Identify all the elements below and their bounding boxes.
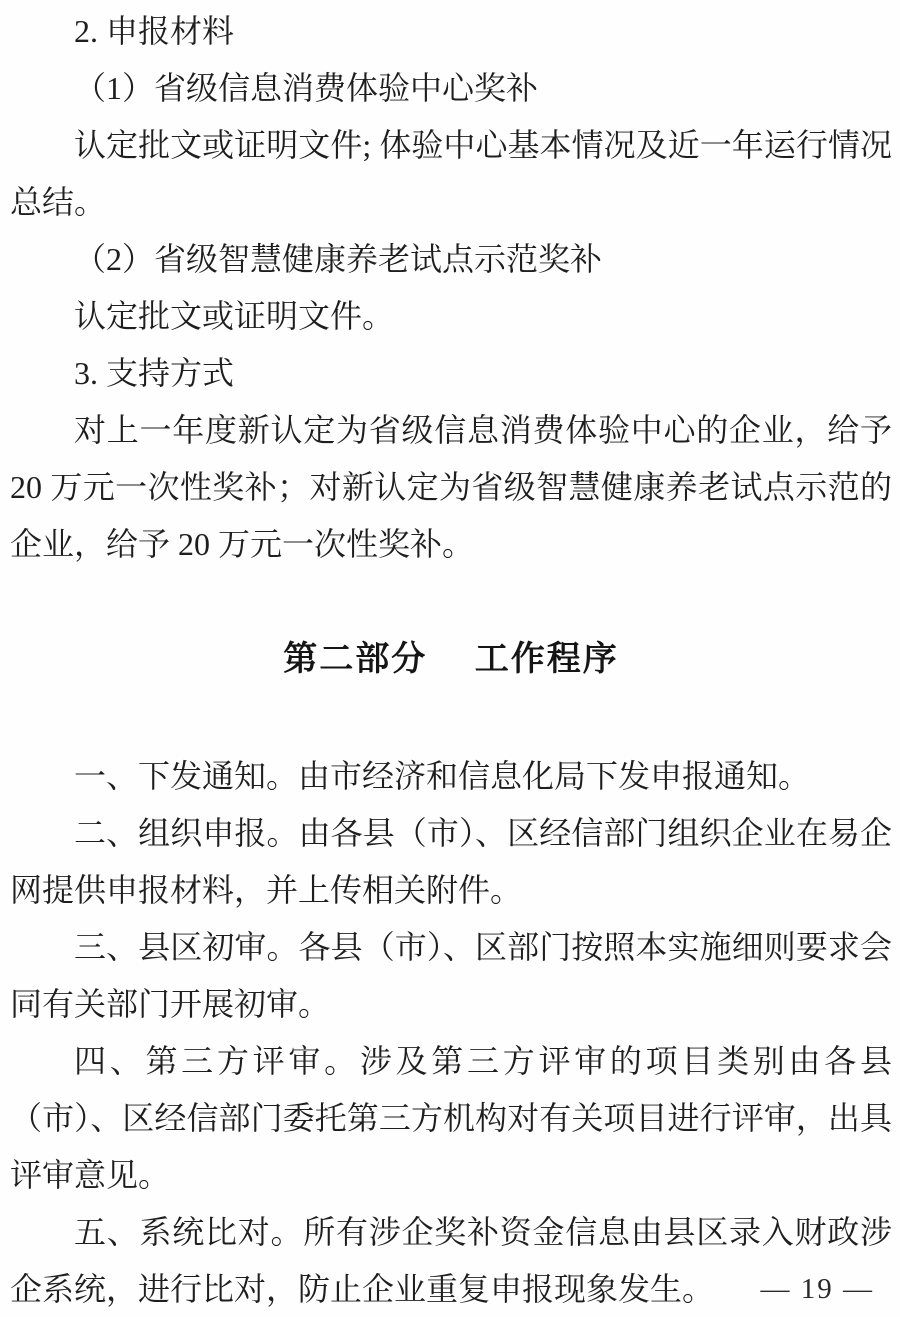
para-sub2-required-documents: 认定批文或证明文件。 — [74, 298, 395, 334]
para-item-3-support-method: 3. 支持方式 — [74, 355, 235, 391]
para-step-2-organize-application: 二、组织申报。由各县（市）、区经信部门组织企业在易企网提供申报材料，并上传相关附件。 — [10, 815, 892, 908]
para-support-method-details: 对上一年度新认定为省级信息消费体验中心的企业，给予 20 万元一次性奖补；对新认定为省级智慧健康养老试点示范的企业，给予 20 万元一次性奖补。 — [10, 412, 892, 562]
page-number: — 19 — — [760, 1273, 874, 1305]
para-step-4-third-party-review: 四、第三方评审。涉及第三方评审的项目类别由各县（市）、区经信部门委托第三方机构对有关项目进行评审，出具评审意见。 — [10, 1043, 892, 1193]
para-step-5-system-comparison: 五、系统比对。所有涉企奖补资金信息由县区录入财政涉企系统，进行比对，防止企业重复申报现象发生。 — [10, 1214, 892, 1307]
para-sub1-title-info-consumption-center: （1）省级信息消费体验中心奖补 — [74, 70, 539, 106]
para-sub1-required-documents: 认定批文或证明文件; 体验中心基本情况及近一年运行情况总结。 — [10, 127, 892, 220]
para-sub2-title-smart-elderly-care: （2）省级智慧健康养老试点示范奖补 — [74, 241, 603, 277]
section-heading-part-two-work-procedure: 第二部分 工作程序 — [283, 640, 619, 678]
para-step-3-county-preliminary-review: 三、县区初审。各县（市）、区部门按照本实施细则要求会同有关部门开展初审。 — [10, 929, 892, 1022]
para-item-2-application-materials: 2. 申报材料 — [74, 13, 235, 49]
para-step-1-issue-notice: 一、下发通知。由市经济和信息化局下发申报通知。 — [74, 758, 811, 794]
